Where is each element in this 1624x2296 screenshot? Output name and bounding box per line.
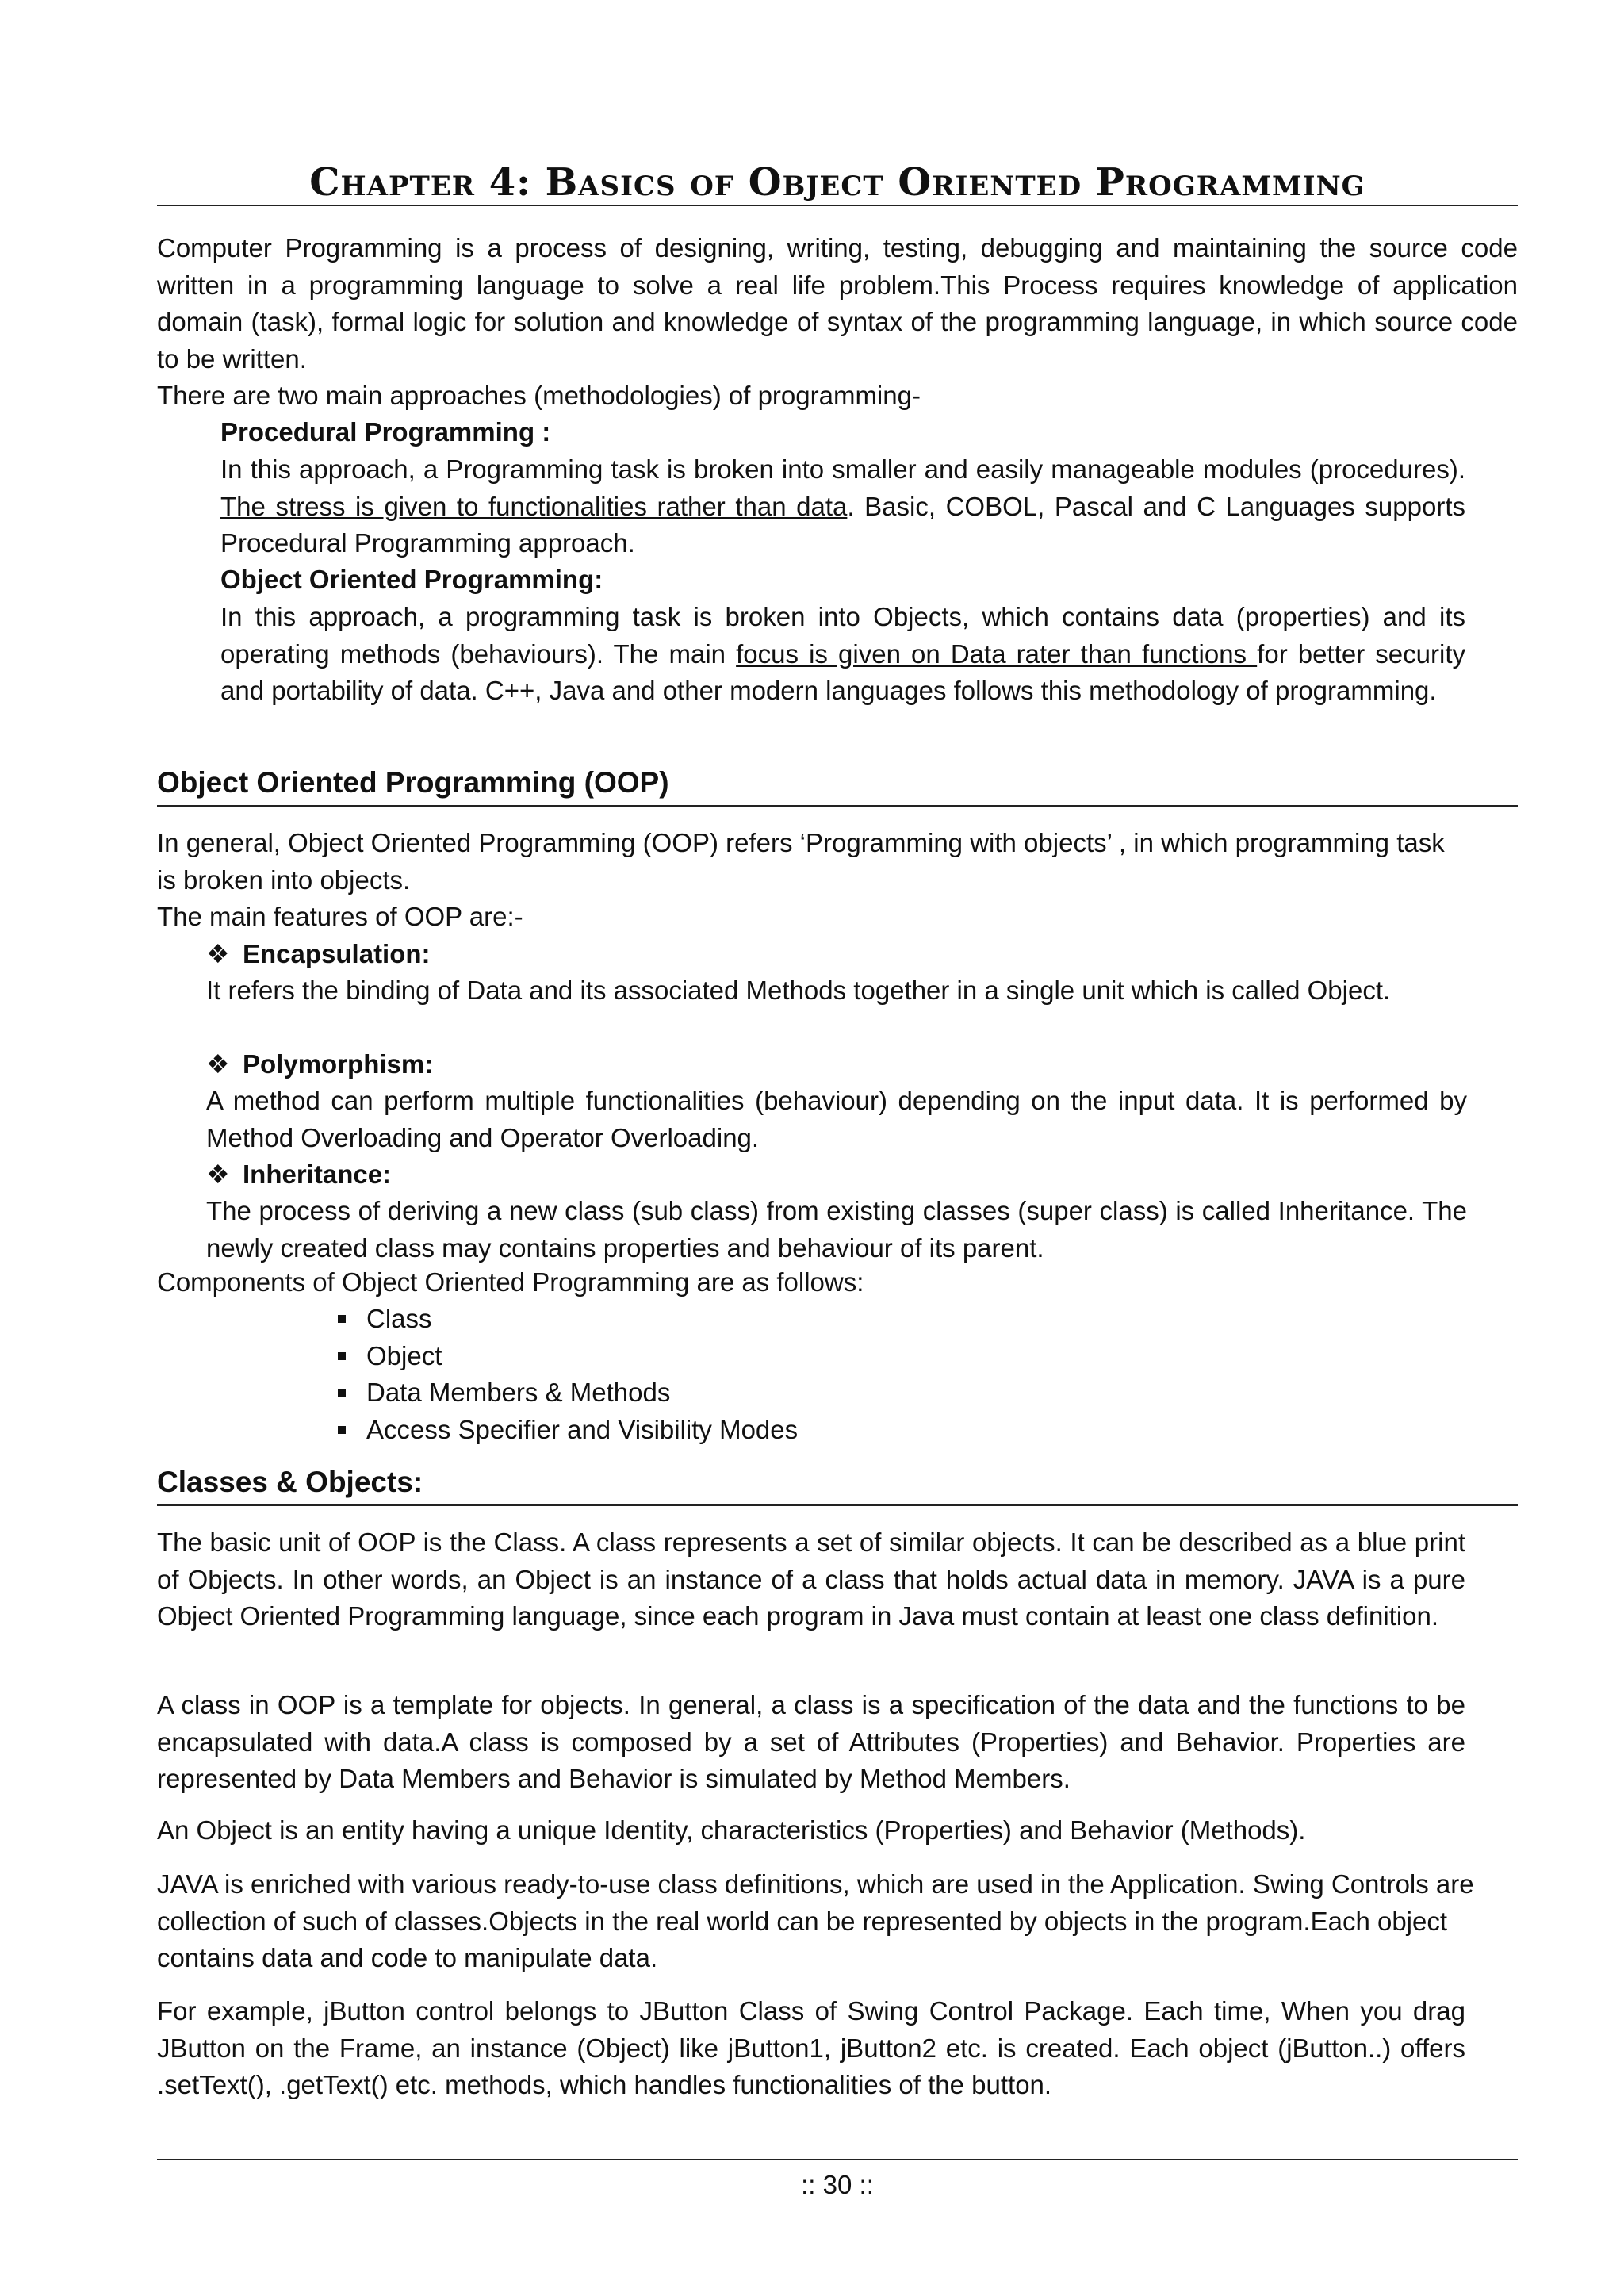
square-bullet-icon — [338, 1352, 346, 1360]
oop-underlined: focus is given on Data rater than functions — [736, 638, 1258, 669]
procedural-text-before: In this approach, a Programming task is broken into smaller and easily manageable modules (procedures). — [220, 454, 1465, 484]
procedural-description — [220, 451, 1465, 562]
diamond-bullet-icon: ❖ — [206, 1049, 230, 1079]
classes-paragraph-2: A class in OOP is a template for objects. In general, a class is a specification of the data and the functions to be encapsulated with data.A class is composed by a set of Attributes (Properties) and Behavior. Properties are represented by Data Members and Behavior is simulated by Method Members. — [157, 1690, 1465, 1793]
feature-title: Encapsulation: — [243, 939, 431, 968]
procedural-heading: Procedural Programming : — [220, 417, 551, 447]
chapter-title: Chapter 4: Basics of Object Oriented Programming — [309, 160, 1365, 205]
section-heading-classes: Classes & Objects: — [157, 1466, 423, 1498]
feature-title: Polymorphism: — [243, 1049, 434, 1079]
section-rule-oop — [157, 805, 1518, 807]
list-item — [338, 1338, 798, 1375]
oop-approach-description — [220, 599, 1465, 710]
list-item — [338, 1374, 798, 1412]
classes-paragraph-4: JAVA is enriched with various ready-to-use class definitions, which are used in the Application. Swing Controls are collection of such of classes.Objects in the real world can be represented by objects in the program.Each object contains data and code to manipulate data. — [157, 1869, 1474, 1972]
oop-approach-heading: Object Oriented Programming: — [220, 565, 603, 594]
list-item-label: Access Specifier and Visibility Modes — [366, 1414, 799, 1444]
section-heading-oop: Object Oriented Programming (OOP) — [157, 766, 669, 799]
list-item-label: Data Members & Methods — [366, 1378, 671, 1407]
page-number: :: 30 :: — [801, 2170, 874, 2199]
components-list — [338, 1301, 798, 1448]
square-bullet-icon — [338, 1389, 346, 1397]
approaches-intro: There are two main approaches (methodologies) of programming- — [157, 381, 921, 410]
procedural-underlined: The stress is given to functionalities rather than data — [220, 491, 848, 521]
list-item — [338, 1301, 798, 1338]
footer-rule — [157, 2159, 1518, 2160]
feature-title: Inheritance: — [243, 1159, 392, 1189]
diamond-bullet-icon: ❖ — [206, 1159, 230, 1189]
feature-polymorphism — [206, 1046, 433, 1083]
classes-paragraph-3: An Object is an entity having a unique Identity, characteristics (Properties) and Behavior (Methods). — [157, 1815, 1306, 1845]
oop-definition: In general, Object Oriented Programming (OOP) refers ‘Programming with objects’ , in which programming task is broken into objects. — [157, 828, 1445, 895]
list-item-label: Object — [366, 1340, 442, 1370]
oop-text-after: for better security and portability of data. C++, Java and other modern languages follows this methodology of programming. — [220, 638, 1465, 705]
feature-polymorphism-desc: A method can perform multiple functionalities (behaviour) depending on the input data. It is performed by Method Overloading and Operator Overloading. — [206, 1086, 1467, 1152]
feature-encapsulation-desc: It refers the binding of Data and its associated Methods together in a single unit which is called Object. — [206, 976, 1391, 1005]
oop-text-before: In this approach, a programming task is broken into Objects, which contains data (properties) and its operating methods (behaviours). The main — [220, 602, 1465, 669]
classes-paragraph-1: The basic unit of OOP is the Class. A class represents a set of similar objects. It can be described as a blue print of Objects. In other words, an Object is an instance of a class that holds actual data in memory. JAVA is a pure Object Oriented Programming language, since each program in Java must contain at least one class definition. — [157, 1527, 1465, 1631]
section-rule-classes — [157, 1504, 1518, 1506]
feature-inheritance-desc: The process of deriving a new class (sub class) from existing classes (super class) is called Inheritance. The newly created class may contains properties and behaviour of its parent. — [206, 1196, 1467, 1263]
procedural-text-after: . Basic, COBOL, Pascal and C Languages supports Procedural Programming approach. — [220, 491, 1466, 558]
diamond-bullet-icon: ❖ — [206, 939, 230, 968]
oop-features-intro: The main features of OOP are:- — [157, 902, 523, 931]
components-intro: Components of Object Oriented Programming are as follows: — [157, 1267, 864, 1297]
feature-encapsulation — [206, 936, 431, 972]
list-item — [338, 1412, 798, 1449]
classes-paragraph-5: For example, jButton control belongs to JButton Class of Swing Control Package. Each time, When you drag JButton on the Frame, an instance (Object) like jButton1, jButton2 etc. is created. Each object (jButton..) offers .setText(), .getText() etc. methods, which handles functionalities of the button. — [157, 1996, 1465, 2099]
square-bullet-icon — [338, 1426, 346, 1434]
list-item-label: Class — [366, 1304, 432, 1333]
chapter-title-rule — [157, 205, 1518, 206]
feature-inheritance — [206, 1156, 391, 1193]
square-bullet-icon — [338, 1315, 346, 1323]
intro-paragraph: Computer Programming is a process of designing, writing, testing, debugging and maintaining the source code written in a programming language to solve a real life problem.This Process requires knowledge of application domain (task), formal logic for solution and knowledge of syntax of the programming language, in which source code to be written. — [157, 233, 1518, 374]
